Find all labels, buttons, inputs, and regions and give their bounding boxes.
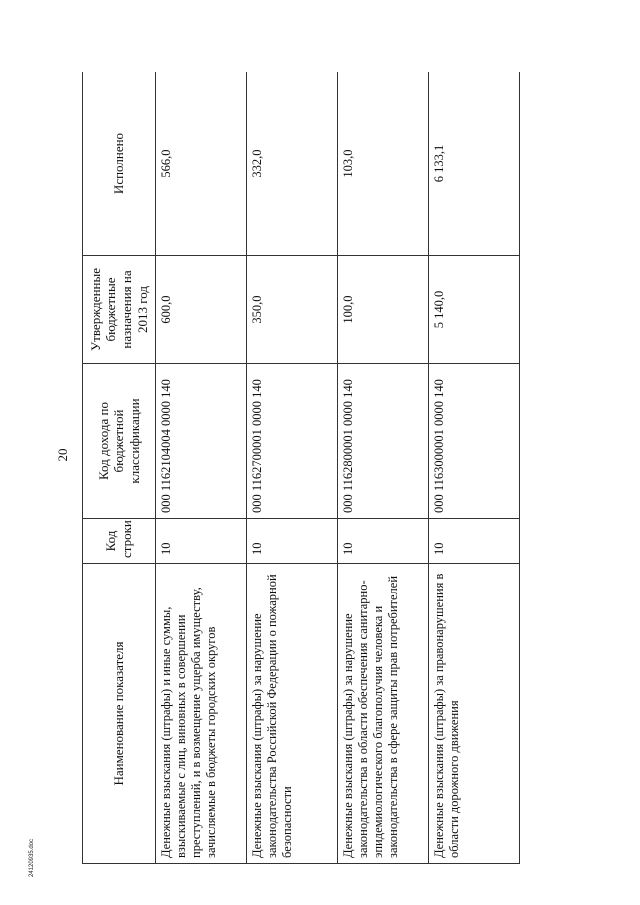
row-income-code: 000 1162800001 0000 140	[338, 364, 429, 519]
table-header-row	[83, 72, 156, 864]
table-row	[429, 72, 520, 864]
row-approved: 350,0	[247, 256, 338, 364]
header-income-code: Код дохода по бюджетной классификации	[83, 364, 156, 519]
header-name: Наименование показателя	[83, 564, 156, 864]
row-executed: 6 133,1	[429, 72, 520, 256]
page-number: 20	[55, 448, 70, 462]
row-income-code: 000 1162700001 0000 140	[247, 364, 338, 519]
budget-execution-table	[82, 72, 520, 864]
row-approved: 600,0	[156, 256, 247, 364]
row-income-code: 000 1163000001 0000 140	[429, 364, 520, 519]
header-executed: Исполнено	[83, 72, 156, 256]
row-executed: 566,0	[156, 72, 247, 256]
row-approved: 5 140,0	[429, 256, 520, 364]
row-name: Денежные взыскания (штрафы) и иные суммы, взыскиваемые с лиц, виновных в совершении преступлений, и в возмещение ущерба имуществу, зачисляемые в бюджеты городских округов	[156, 564, 247, 864]
row-line-code: 10	[156, 519, 247, 564]
row-name: Денежные взыскания (штрафы) за правонарушения в области дорожного движения	[429, 564, 520, 864]
row-name: Денежные взыскания (штрафы) за нарушение законодательства Российской Федерации о пожарной безопасности	[247, 564, 338, 864]
row-line-code: 10	[247, 519, 338, 564]
rotated-table-frame	[82, 72, 564, 864]
budget-table-container	[82, 72, 564, 864]
header-approved: Утвержденные бюджетные назначения на 2013 год	[83, 256, 156, 364]
table-row	[247, 72, 338, 864]
row-name: Денежные взыскания (штрафы) за нарушение законодательства в области обеспечения санитарно-эпидемиологического благополучия человека и законодательства в сфере защиты прав потребителей	[338, 564, 429, 864]
row-line-code: 10	[338, 519, 429, 564]
row-approved: 100,0	[338, 256, 429, 364]
footer-filename: 24120935.doc	[29, 838, 35, 878]
table-row	[338, 72, 429, 864]
table-row	[156, 72, 247, 864]
row-income-code: 000 1162104004 0000 140	[156, 364, 247, 519]
row-executed: 103,0	[338, 72, 429, 256]
header-line-code: Код строки	[83, 519, 156, 564]
row-line-code: 10	[429, 519, 520, 564]
row-executed: 332,0	[247, 72, 338, 256]
